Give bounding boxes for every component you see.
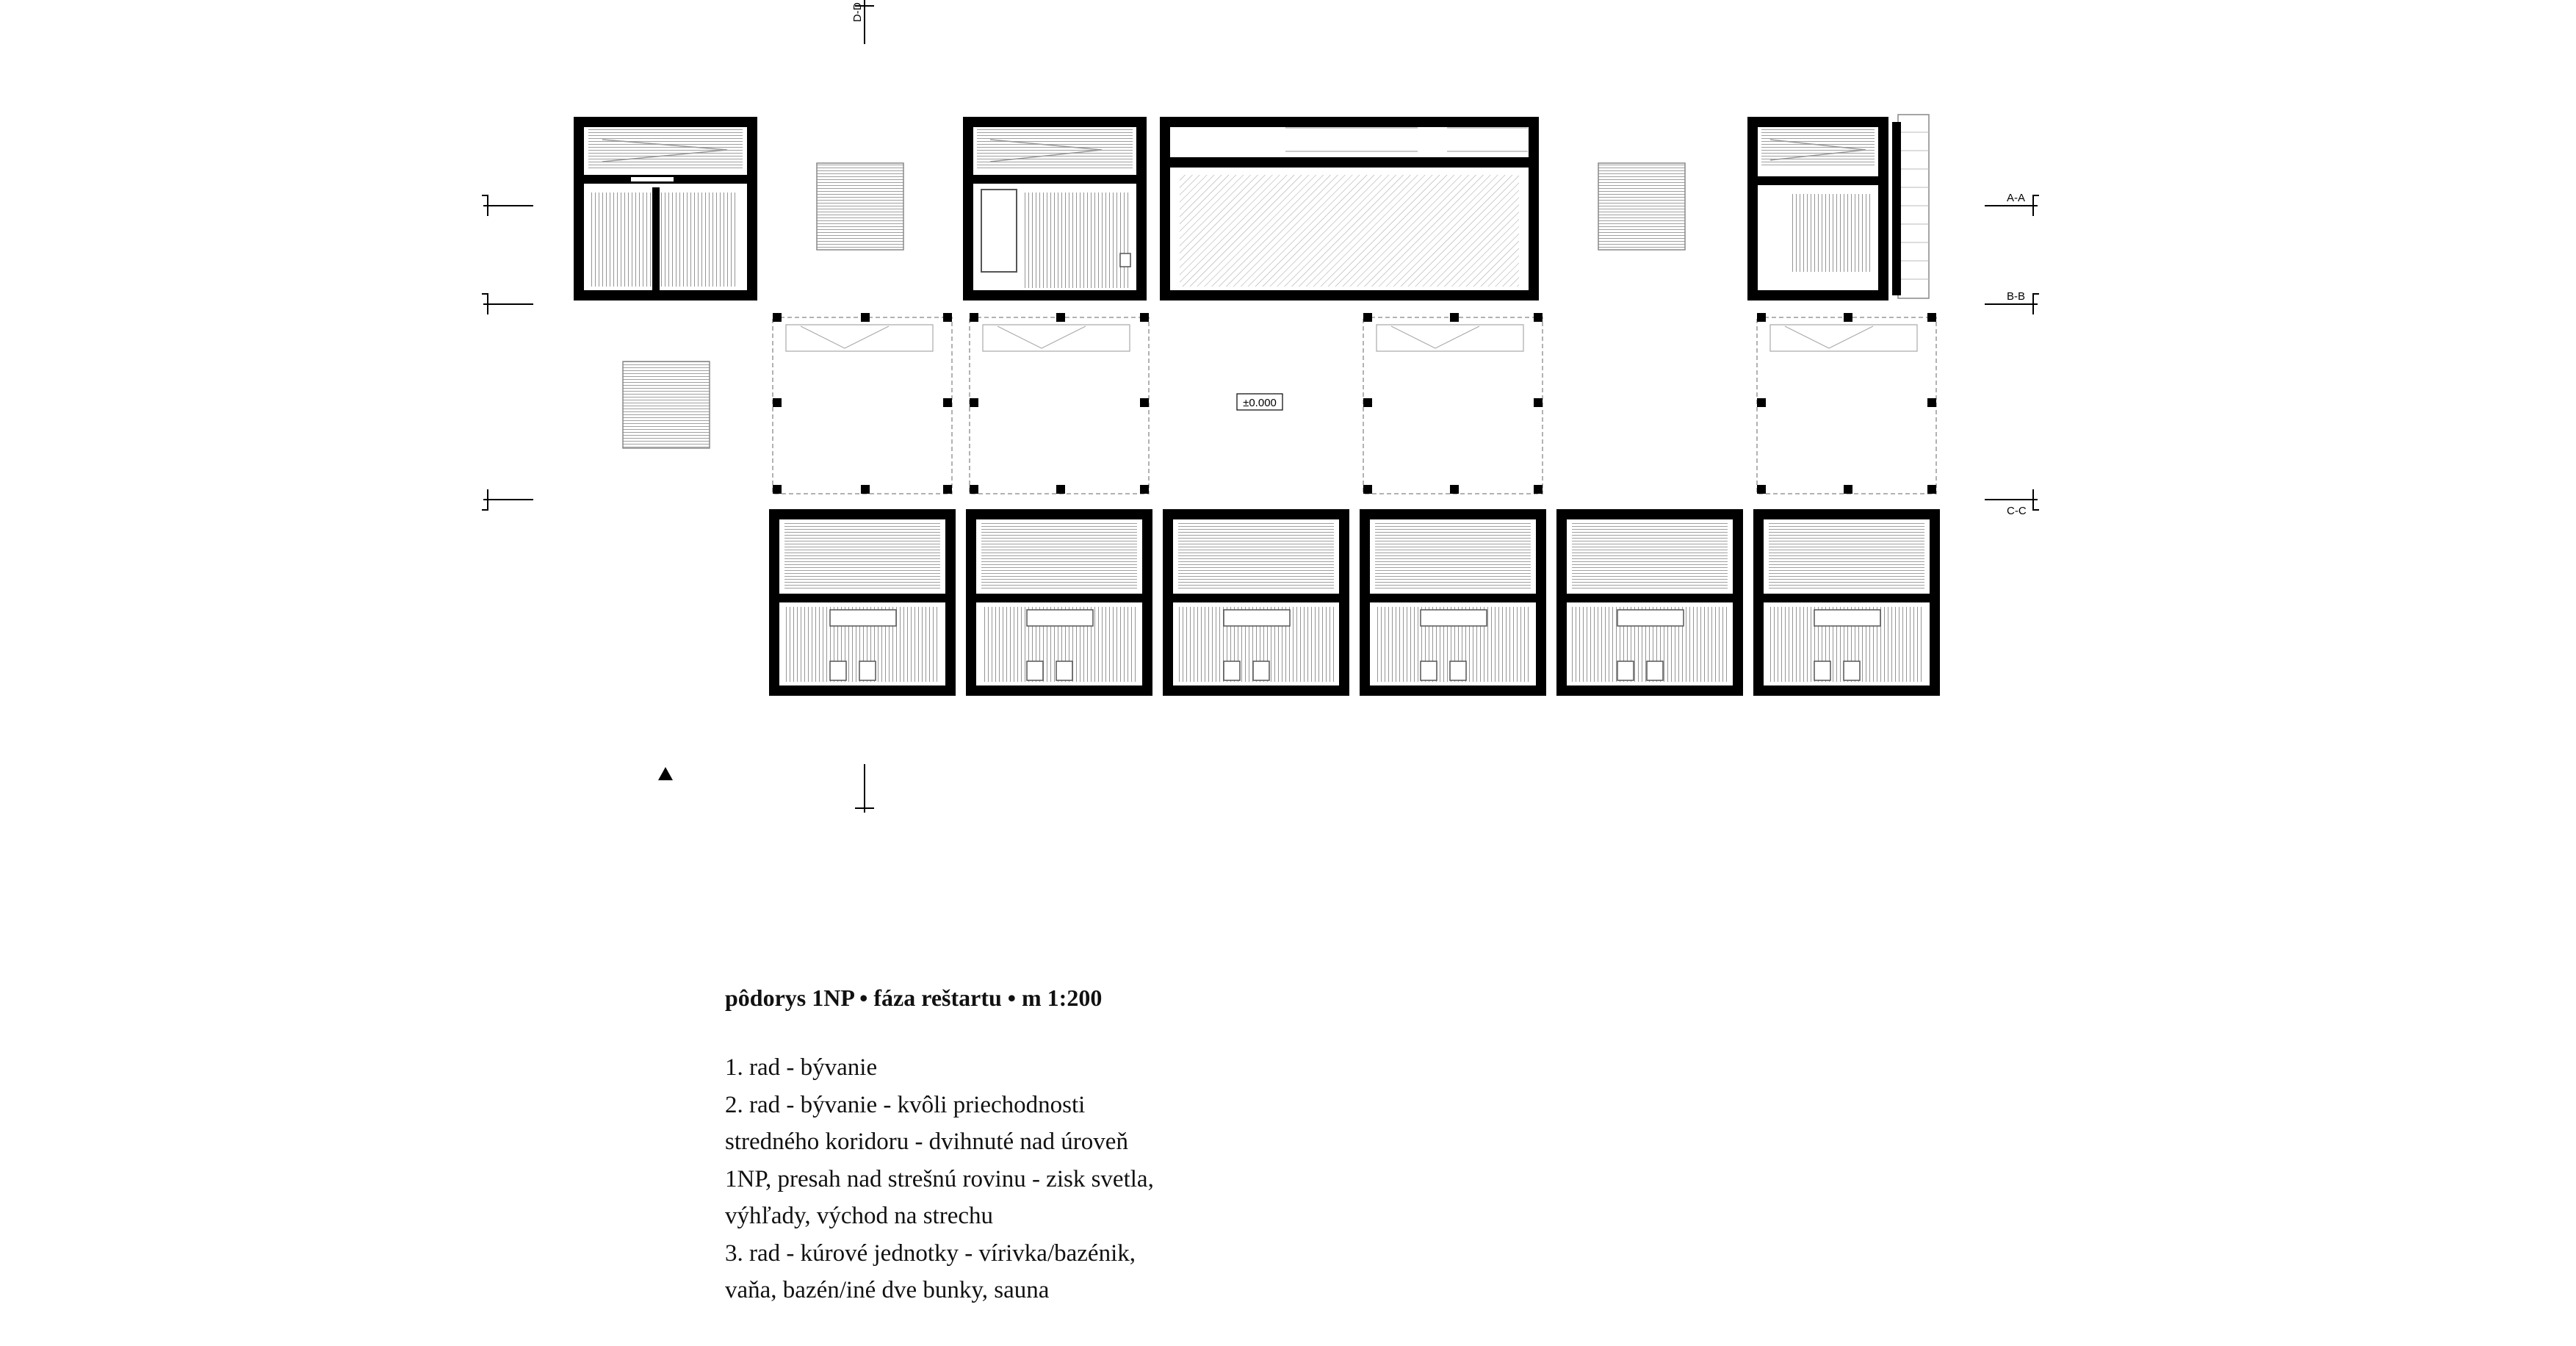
caption-line-5: výhľady, východ na strechu	[725, 1203, 993, 1229]
deck-2	[1598, 163, 1685, 250]
deck-3	[623, 361, 710, 448]
north-arrow-icon	[658, 767, 673, 780]
section-label-d: D-D	[851, 2, 864, 22]
row2-stairs	[786, 325, 1917, 351]
level-mark	[1237, 394, 1282, 410]
caption	[725, 983, 1154, 1309]
section-marker-c	[482, 489, 2039, 510]
section-label-b: B-B	[2007, 290, 2026, 303]
caption-title: pôdorys 1NP • fáza reštartu • m 1:200	[725, 985, 1103, 1011]
deck-1	[817, 163, 903, 250]
caption-line-7: vaňa, bazén/iné dve bunky, sauna	[725, 1277, 1050, 1303]
caption-line-3: stredného koridoru - dvihnuté nad úroveň	[725, 1129, 1128, 1155]
row1-unit-2	[968, 122, 1141, 295]
row1-unit-1	[579, 122, 752, 295]
row1-long-unit	[1165, 122, 1534, 295]
section-label-c: C-C	[2007, 505, 2027, 517]
section-label-a: A-A	[2007, 192, 2026, 204]
caption-line-6: 3. rad - kúrové jednotky - vírivka/bazénik,	[725, 1239, 1136, 1267]
caption-line-1: 1. rad - bývanie	[725, 1054, 878, 1081]
row3-units	[774, 514, 1935, 691]
row1-unit-stair	[1753, 115, 1929, 298]
caption-line-4: 1NP, presah nad strešnú rovinu - zisk svetla,	[725, 1165, 1154, 1192]
caption-line-2: 2. rad - bývanie - kvôli priechodnosti	[725, 1091, 1086, 1118]
row2-columns	[773, 313, 1936, 494]
level-mark-label: ±0.000	[1243, 397, 1277, 409]
